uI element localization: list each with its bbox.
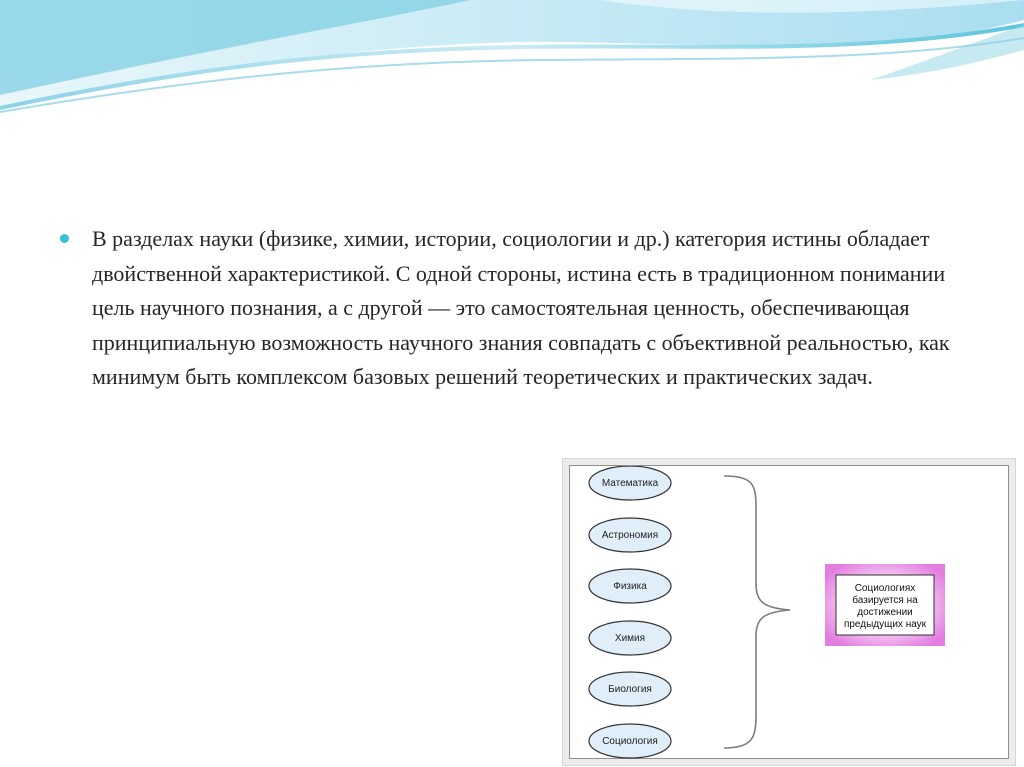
science-oval bbox=[589, 466, 671, 500]
science-oval-label: Физика bbox=[613, 581, 647, 592]
bullet-text: В разделах науки (физике, химии, истории, социологии и др.) категория истины обладает двойственной характеристикой. С одной стороны, истина есть в традиционном понимании цель научного познания, а с другой — это самостоятельная ценность, обеспечивающая принципиальную возможность научного знания совпадать с объективной реальностью, как минимум быть комплексом базовых решений теоретических и практических задач. bbox=[92, 226, 950, 389]
result-box-line: предыдущих наук bbox=[843, 619, 927, 630]
sciences-diagram bbox=[569, 465, 1009, 759]
bullet-item bbox=[60, 222, 960, 395]
science-oval-label: Биология bbox=[608, 684, 652, 695]
science-oval-label: Астрономия bbox=[601, 530, 659, 541]
science-oval bbox=[589, 724, 671, 758]
science-oval-label: Химия bbox=[614, 633, 646, 644]
bullet-dot-icon bbox=[60, 234, 69, 243]
result-box-line: достижении bbox=[857, 607, 913, 618]
result-box-line: базируется на bbox=[852, 595, 918, 606]
result-box-line: Социологиях bbox=[854, 583, 916, 594]
science-oval bbox=[589, 621, 671, 655]
science-oval bbox=[589, 569, 671, 603]
science-oval-label: Социология bbox=[602, 736, 658, 747]
result-box bbox=[825, 564, 945, 646]
science-oval bbox=[589, 518, 671, 552]
science-oval bbox=[589, 672, 671, 706]
header-wave-decoration bbox=[0, 0, 1024, 120]
curly-brace-icon bbox=[724, 476, 790, 748]
science-oval-label: Математика bbox=[601, 478, 659, 489]
diagram-frame bbox=[562, 458, 1016, 766]
